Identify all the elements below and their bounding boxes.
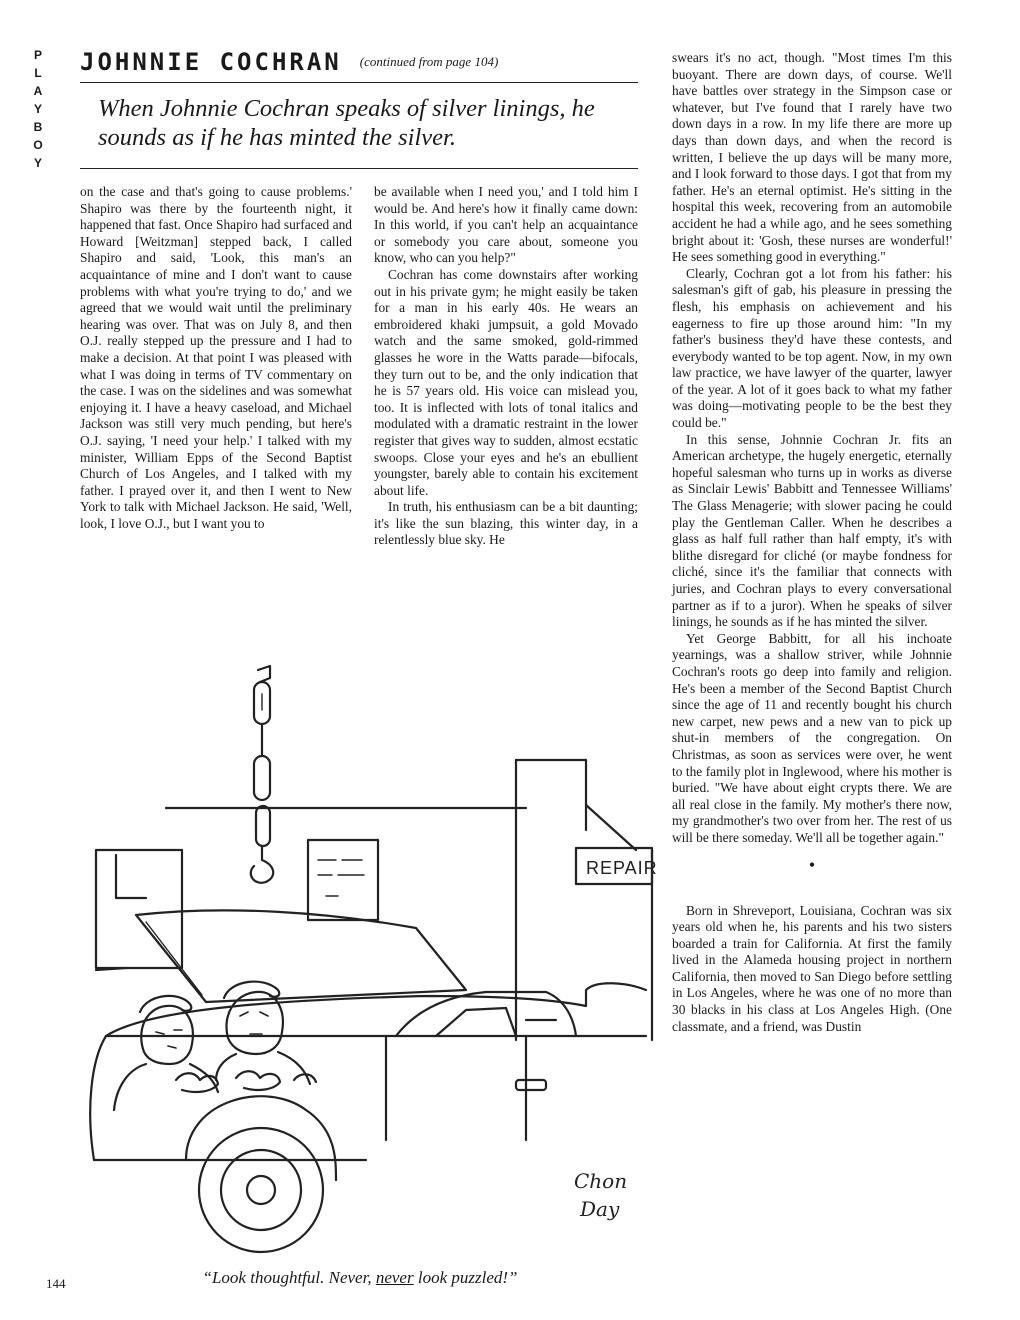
- pull-quote-rule: [80, 168, 638, 169]
- caption-text: look puzzled!”: [413, 1268, 518, 1287]
- column-3: [672, 50, 952, 1035]
- sidebar-letter: Y: [33, 102, 42, 116]
- artist-signature: Day: [580, 1197, 620, 1221]
- paragraph: Born in Shreveport, Louisiana, Cochran was six years old when he, his parents and his two sisters boarded a train for California. At first the family lived in the Alameda housing project in northern California, then moved to San Diego before settling in Los Angeles, where he was one of no more than 30 blacks in his class at Los Angeles High. (One classmate, and a friend, was Dustin: [672, 902, 952, 1034]
- cartoon-caption: [80, 1268, 640, 1288]
- paragraph: Cochran has come downstairs after working out in his private gym; he might easily be taken for a man in his early 40s. He wears an embroidered khaki jumpsuit, a gold Movado watch and the same smoked, gold-rimmed glasses he wore in the Watts parade—bifocals, they turn out to be, and the only indication that he is 57 years old. His voice can mislead you, too. It is inflected with lots of tonal italics and modulated with a dramatic restraint in the lower register that gives way to sudden, almost ecstatic swoops. Close your eyes and he's an ebullient youngster, barely able to contain his excitement about life.: [374, 266, 638, 498]
- paragraph: In this sense, Johnnie Cochran Jr. fits an American archetype, the hugely energetic, eternally hopeful salesman who turns up in works as diverse as Sinclair Lewis' Babbitt and Tennessee Williams' The Glass Menagerie; with slower pacing he could play the Gentleman Caller. When he describes a glass as half full rather than half empty, it's with blithe disregard for cliché (or maybe fondness for cliché, since it's the familiar that connects with juries, and Cochran plays to every conversational partner as if to a juror). When he speaks of silver linings, he sounds as if he has minted the silver.: [672, 431, 952, 630]
- sidebar-letter: L: [34, 66, 42, 80]
- paragraph: In truth, his enthusiasm can be a bit daunting; it's like the sun blazing, this winter day, in a relentlessly blue sky. He: [374, 499, 638, 548]
- caption-emphasis: never: [375, 1268, 414, 1287]
- header-rule: [80, 82, 638, 83]
- page-number: 144: [46, 1276, 66, 1291]
- sidebar-letter: P: [33, 48, 42, 62]
- cartoon-illustration: [86, 660, 666, 1260]
- section-break-dot: •: [808, 854, 816, 875]
- paragraph: on the case and that's going to cause problems.' Shapiro was there by the fourteenth night, it happened that fast. Once Shapiro had surfaced and Howard [Weitzman] stepped back, I called Shapiro and said, 'Look, this man's an acquaintance of mine and I don't want to cause problems with what you're trying to do,' and we agreed that we would wait until the preliminary hearing was over. That was on July 8, and then O.J. really stepped up the pressure and I had to make a decision. At that point I was pleased with what I was doing in terms of TV commentary on the case. I was on the sidelines and was somewhat enjoying it. I have a heavy caseload, and Michael Jackson was still very much pending, but here's O.J. saying, 'I need your help.' I talked with my minister, William Epps of the Second Baptist Church of Los Angeles, and I talked with my father. I prayed over it, and then I went to New York to talk with Michael Jackson. He said, 'Well, look, I love O.J., but I want you to: [80, 184, 352, 531]
- column-1: [80, 184, 352, 532]
- cartoon-drawing: [86, 660, 666, 1260]
- column-2: [374, 184, 638, 549]
- paragraph: Yet George Babbitt, for all his inchoate yearnings, was a shallow striver, while Johnnie Cochran's roots go deep into family and religion. He's been a member of the Second Baptist Church since the age of 11 and recently bought his church new carpet, new pews and a new van to pick up shut-in members of the congregation. On Christmas, as soon as services were over, he went to the family plot in Inglewood, where his mother is buried. "We have about eight crypts there. We are all real close in the family. My mother's there now, my grandmother's two over from her. The rest of us will be there someday. We'll all be together again.": [672, 630, 952, 845]
- sidebar-letter: A: [33, 84, 43, 98]
- paragraph: Clearly, Cochran got a lot from his father: his salesman's gift of gab, his pleasure in pressing the flesh, his emphasis on achievement and his eagerness to fire up those around him: "In my father's business they'd have these contests, and everybody wanted to be top agent. Now, in my own law practice, we have lawyer of the quarter, lawyer of the year. A lot of it goes back to what my father was doing—motivating people to be the best they could be.": [672, 265, 952, 431]
- paragraph: swears it's no act, though. "Most times I'm this buoyant. There are down days, of course. We'll have battles over strategy in the Simpson case or whatever, but I've found that I rarely have two down days in a row. In my life there are more up days than down days, and when the record is written, I believe the up days will be many more, and I look forward to those days. I got that from my father. He's an eternal optimist. He's sitting in the hospital this week, recovering from an automobile accident he had a while ago, and he sees something bright about it: 'Gosh, these nurses are wonderful!' He sees something good in everything.": [672, 50, 952, 265]
- sidebar-letter: B: [33, 120, 43, 134]
- sidebar-letter: Y: [33, 156, 42, 170]
- article-title: JOHNNIE COCHRAN: [80, 48, 342, 76]
- repair-sign: REPAIR: [586, 858, 658, 878]
- paragraph: be available when I need you,' and I told him I would be. And here's how it finally came down: In this world, if you can't help an acquaintance or somebody you care about, someone you know, who can you help?": [374, 184, 638, 266]
- artist-signature: Chon: [574, 1169, 628, 1193]
- caption-text: “Look thoughtful. Never,: [202, 1268, 376, 1287]
- playboy-vertical-label: [30, 46, 46, 172]
- pull-quote: When Johnnie Cochran speaks of silver linings, he sounds as if he has minted the silver.: [98, 95, 595, 151]
- continued-note: (continued from page 104): [359, 54, 499, 69]
- sidebar-letter: O: [33, 138, 43, 152]
